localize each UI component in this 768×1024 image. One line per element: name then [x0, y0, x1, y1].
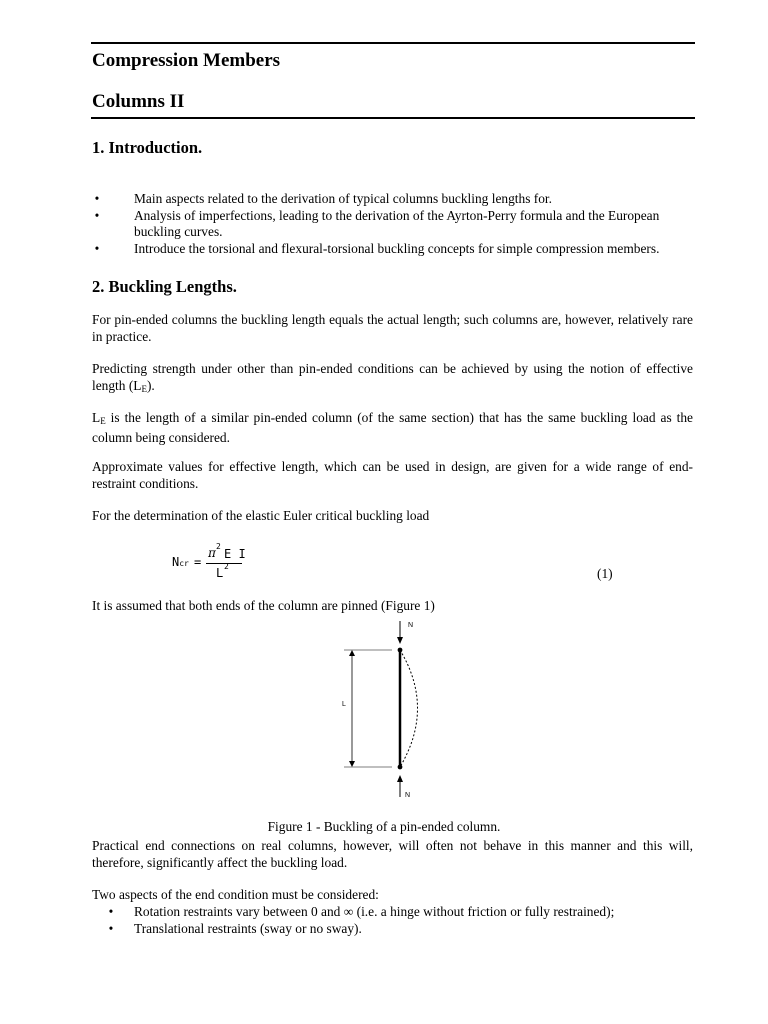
formula-equals: = [194, 555, 202, 569]
top-load-arrowhead [397, 637, 403, 644]
euler-formula [172, 542, 262, 588]
bottom-load-arrowhead [397, 775, 403, 782]
p3-text: is the length of a similar pin-ended column (of the same section) that has the same buckling load as the column being considered. [92, 410, 693, 445]
formula-pi: π [208, 546, 216, 560]
list-item [106, 921, 693, 938]
title-rule [91, 117, 695, 119]
intro-bullet-1: Main aspects related to the derivation of typical columns buckling lengths for. [134, 191, 552, 206]
p2-text: Predicting strength under other than pin-ended conditions can be achieved by using the notion of effective length (L [92, 361, 693, 393]
le-symbol: L [92, 410, 101, 425]
subscript-e: E [100, 416, 106, 426]
buckled-shape [400, 650, 418, 767]
top-rule [91, 42, 695, 44]
intro-bullet-list [92, 191, 693, 257]
dimension-arrowhead-top [349, 650, 355, 656]
formula-numerator: E I [224, 547, 246, 561]
paragraph-practical-connections: Practical end connections on real columns, however, will often not behave in this manner and this will, therefore, significantly affect the buckling load. [92, 838, 693, 870]
paragraph-pinned-assumption: It is assumed that both ends of the column are pinned (Figure 1) [92, 598, 435, 613]
heading-buckling-lengths: 2. Buckling Lengths. [92, 277, 237, 296]
bullet-dot: • [94, 191, 100, 206]
figure-pin-ended-column [330, 617, 440, 802]
bullet-dot: • [108, 920, 114, 936]
bottom-load-label: N [405, 792, 411, 799]
list-item [106, 904, 693, 921]
top-load-label: N [408, 622, 414, 629]
subscript-e: E [141, 383, 147, 394]
document-subtitle: Columns II [92, 91, 185, 112]
intro-bullet-3: Introduce the torsional and flexural-torsional buckling concepts for simple compression members. [134, 240, 660, 256]
paragraph-pin-ended: For pin-ended columns the buckling length equals the actual length; such columns are, however, relatively rare in practice. [92, 312, 693, 344]
formula-denominator: L [216, 566, 224, 580]
document-title: Compression Members [92, 50, 281, 71]
condition-rotation: Rotation restraints vary between 0 and ∞ (i.e. a hinge without friction or fully restrained); [134, 904, 615, 919]
bullet-dot: • [94, 240, 100, 256]
formula-lhs-sub: cr [179, 559, 189, 568]
paragraph-le-definition [92, 410, 693, 446]
list-item [92, 241, 693, 258]
end-condition-list [106, 904, 693, 937]
dimension-arrowhead-bottom [349, 761, 355, 767]
paragraph-approximate-values: Approximate values for effective length, which can be used in design, are given for a wide range of end-restraint conditions. [92, 459, 693, 491]
length-label: L [342, 701, 346, 708]
figure-caption: Figure 1 - Buckling of a pin-ended column. [267, 819, 501, 835]
condition-translation: Translational restraints (sway or no sway). [134, 920, 362, 936]
formula-pi-exp: 2 [216, 542, 221, 551]
equation-number: (1) [597, 566, 613, 581]
formula-den-exp: 2 [224, 562, 229, 571]
p2-close: ). [146, 377, 155, 393]
paragraph-euler-load: For the determination of the elastic Euler critical buckling load [92, 508, 430, 523]
bullet-dot: • [108, 904, 114, 919]
paragraph-end-condition: Two aspects of the end condition must be considered: [92, 887, 379, 902]
paragraph-effective-length [92, 361, 693, 397]
bottom-pin [398, 765, 403, 770]
list-item [92, 191, 693, 208]
list-item [92, 208, 693, 241]
heading-introduction: 1. Introduction. [92, 138, 203, 157]
intro-bullet-2: Analysis of imperfections, leading to the derivation of the Ayrton-Perry formula and the European buckling curves. [134, 207, 660, 239]
bullet-dot: • [94, 207, 100, 223]
formula-lhs: Ncr [172, 555, 189, 569]
